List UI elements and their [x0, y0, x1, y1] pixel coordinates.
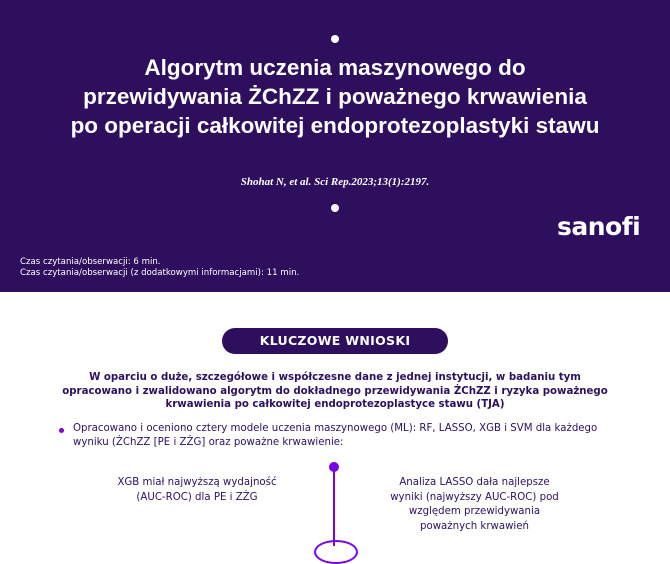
reading-time: Czas czytania/obserwacji: 6 min.: [20, 257, 161, 267]
key-findings-badge: KLUCZOWE WNIOSKI: [222, 328, 448, 354]
bullet-icon: [59, 428, 64, 433]
reading-time-extended: Czas czytania/obserwacji (z dodatkowymi informacjami): 11 min.: [20, 268, 300, 278]
top-dot-decoration: [331, 35, 339, 43]
timeline-dot: [329, 462, 339, 472]
timeline-line: [333, 466, 335, 546]
sanofi-logo: sanofi: [557, 212, 641, 241]
page-title: Algorytm uczenia maszynowego do przewidywania ŻChZZ i poważnego krwawienia po operacji całkowitej endoprotezoplastyki stawu: [70, 55, 600, 138]
left-finding: XGB miał najwyższą wydajność (AUC-ROC) dla PE i ZŻG: [117, 477, 277, 503]
timeline-arc-decoration: [314, 540, 358, 564]
bullet-text: Opracowano i oceniono cztery modele uczenia maszynowego (ML): RF, LASSO, XGB i SVM dla każdego wyniku (ŻChZZ [PE i ZŻG] oraz poważne krwawienie:: [73, 423, 598, 448]
citation: Shohat N, et al. Sci Rep.2023;13(1):2197.: [240, 176, 430, 188]
intro-text: W oparciu o duże, szczegółowe i współczesne dane z jednej instytucji, w badaniu tym opracowano i zwalidowano algorytm do dokładnego przewidywania ŻChZZ i ryzyka poważnego krwawienia po całkowitej endoprotezoplastyce stawu (TJA): [62, 372, 608, 410]
right-finding: Analiza LASSO dała najlepsze wyniki (najwyższy AUC-ROC) pod względem przewidywania poważnych krwawień: [390, 477, 559, 532]
bottom-dot-decoration: [331, 204, 339, 212]
